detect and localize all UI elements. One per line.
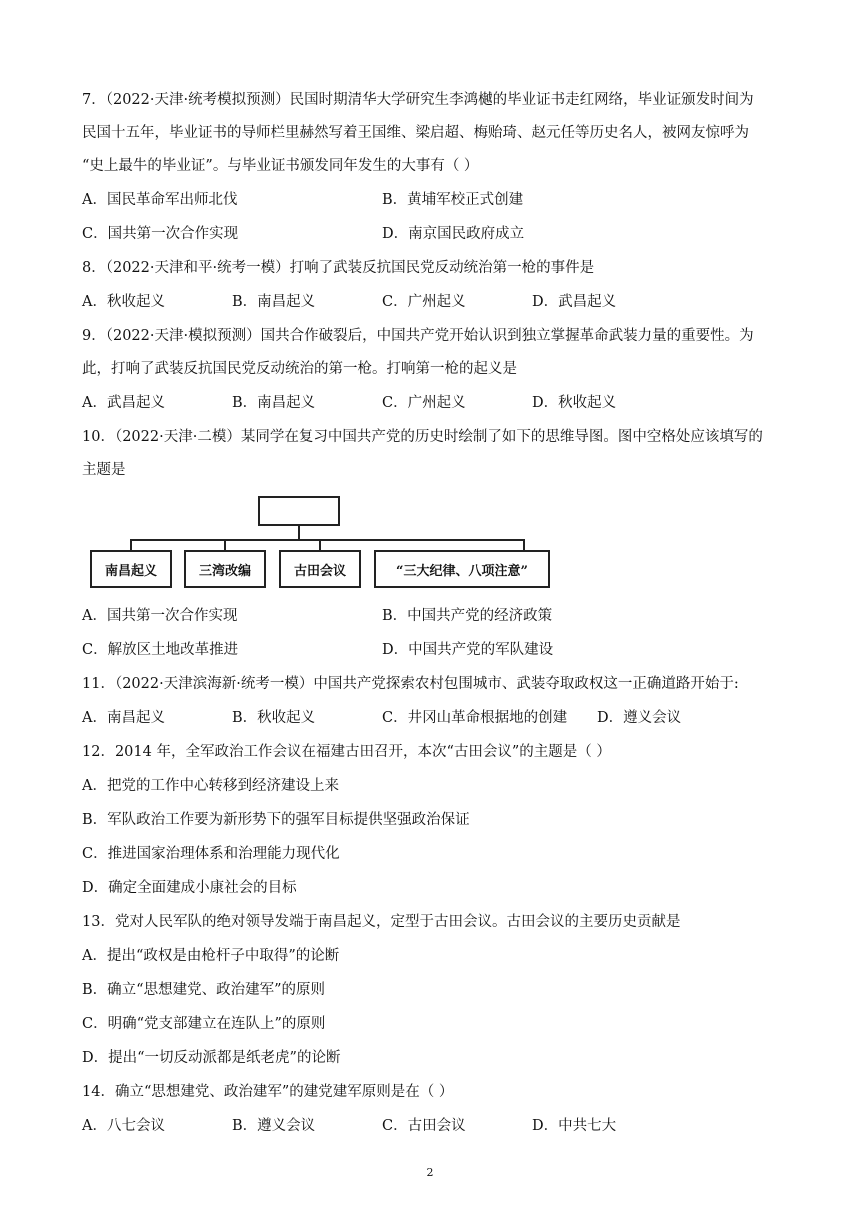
q9-option-a: A．武昌起义 xyxy=(82,395,165,411)
q10-option-a: A．国共第一次合作实现 xyxy=(82,608,238,624)
q11-option-a: A．南昌起义 xyxy=(82,710,165,726)
connector-drop-4 xyxy=(523,539,525,550)
mind-map-box-2: 三湾改编 xyxy=(184,550,266,588)
q14-option-a: A．八七会议 xyxy=(82,1118,165,1134)
q9-stem-line1: 9．（2022·天津·模拟预测）国共合作破裂后，中国共产党开始认识到独立掌握革命武装力量的重要性。为 xyxy=(82,328,754,344)
connector-vertical xyxy=(298,526,300,540)
connector-horizontal xyxy=(130,539,524,541)
q12-stem: 12．2014 年，全军政治工作会议在福建古田召开，本次“古田会议”的主题是（ ） xyxy=(82,744,611,760)
q14-option-c: C．古田会议 xyxy=(382,1118,466,1134)
q10-stem-line2: 主题是 xyxy=(82,462,126,478)
q12-option-a: A．把党的工作中心转移到经济建设上来 xyxy=(82,778,339,794)
q8-option-a: A．秋收起义 xyxy=(82,294,165,310)
q13-option-c: C．明确“党支部建立在连队上”的原则 xyxy=(82,1016,326,1032)
mind-map-diagram xyxy=(90,496,560,592)
q9-stem-line2: 此，打响了武装反抗国民党反动统治的第一枪。打响第一枪的起义是 xyxy=(82,361,517,377)
q11-option-c: C．井冈山革命根据地的创建 xyxy=(382,710,568,726)
q9-option-b: B．南昌起义 xyxy=(232,395,316,411)
page-number: 2 xyxy=(426,1166,434,1179)
q12-option-c: C．推进国家治理体系和治理能力现代化 xyxy=(82,846,340,862)
q7-option-c: C．国共第一次合作实现 xyxy=(82,226,239,242)
q8-option-d: D．武昌起义 xyxy=(532,294,617,310)
q8-option-c: C．广州起义 xyxy=(382,294,466,310)
mind-map-box-1: 南昌起义 xyxy=(90,550,172,588)
connector-drop-1 xyxy=(130,539,132,550)
q10-option-c: C．解放区土地改革推进 xyxy=(82,642,239,658)
q10-option-b: B．中国共产党的经济政策 xyxy=(382,608,553,624)
q7-option-d: D．南京国民政府成立 xyxy=(382,226,525,242)
q13-option-d: D．提出“一切反动派都是纸老虎”的论断 xyxy=(82,1050,341,1066)
q14-option-d: D．中共七大 xyxy=(532,1118,617,1134)
q7-stem-line2: 民国十五年，毕业证书的导师栏里赫然写着王国维、梁启超、梅贻琦、赵元任等历史名人，被网友惊呼为 xyxy=(82,125,749,141)
q7-stem-line1: 7．（2022·天津·统考模拟预测）民国时期清华大学研究生李鸿樾的毕业证书走红网络，毕业证颁发时间为 xyxy=(82,92,754,108)
q7-option-a: A．国民革命军出师北伐 xyxy=(82,192,238,208)
mind-map-blank-box xyxy=(258,496,340,526)
q12-option-b: B．军队政治工作要为新形势下的强军目标提供坚强政治保证 xyxy=(82,812,470,828)
q11-option-d: D．遵义会议 xyxy=(597,710,682,726)
q9-option-d: D．秋收起义 xyxy=(532,395,617,411)
q13-option-b: B．确立“思想建党、政治建军”的原则 xyxy=(82,982,325,998)
q7-stem-line3: “史上最牛的毕业证”。与毕业证书颁发同年发生的大事有（ ） xyxy=(82,158,479,174)
q14-option-b: B．遵义会议 xyxy=(232,1118,316,1134)
q11-stem: 11．（2022·天津滨海新·统考一模）中国共产党探索农村包围城市、武装夺取政权这一正确道路开始于: xyxy=(82,676,739,692)
q8-stem: 8．（2022·天津和平·统考一模）打响了武装反抗国民党反动统治第一枪的事件是 xyxy=(82,260,595,276)
q13-stem: 13．党对人民军队的绝对领导发端于南昌起义，定型于古田会议。古田会议的主要历史贡献是 xyxy=(82,914,681,930)
mind-map-box-4: “三大纪律、八项注意” xyxy=(374,550,550,588)
connector-drop-2 xyxy=(224,539,226,550)
q13-option-a: A．提出“政权是由枪杆子中取得”的论断 xyxy=(82,948,340,964)
q8-option-b: B．南昌起义 xyxy=(232,294,316,310)
q11-option-b: B．秋收起义 xyxy=(232,710,316,726)
connector-drop-3 xyxy=(319,539,321,550)
q14-stem: 14．确立“思想建党、政治建军”的建党建军原则是在（ ） xyxy=(82,1084,454,1100)
q9-option-c: C．广州起义 xyxy=(382,395,466,411)
q10-stem-line1: 10．（2022·天津·二模）某同学在复习中国共产党的历史时绘制了如下的思维导图。图中空格处应该填写的 xyxy=(82,429,763,445)
q12-option-d: D．确定全面建成小康社会的目标 xyxy=(82,880,297,896)
mind-map-box-3: 古田会议 xyxy=(279,550,361,588)
q7-option-b: B．黄埔军校正式创建 xyxy=(382,192,524,208)
q10-option-d: D．中国共产党的军队建设 xyxy=(382,642,554,658)
